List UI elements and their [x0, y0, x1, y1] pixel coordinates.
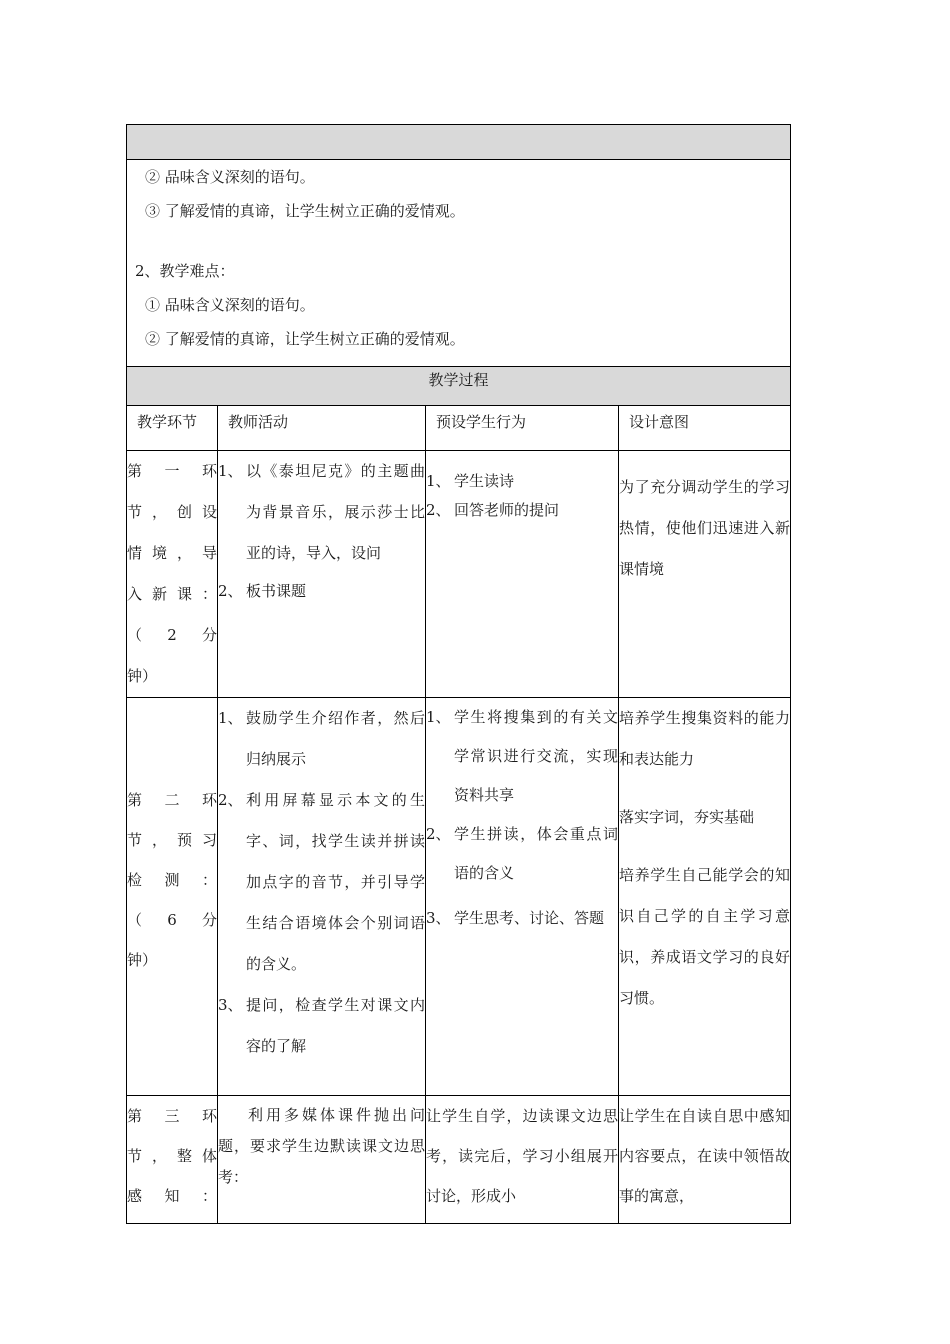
student-text: 让学生自学，边读课文边思考，读完后，学习小组展开讨论，形成小	[426, 1107, 618, 1205]
stage-cell	[127, 698, 218, 1096]
student-item: 3、 学生思考、讨论、答题	[426, 909, 605, 927]
lesson-plan-table	[126, 124, 791, 1224]
column-header-row	[127, 406, 791, 451]
stage-row-3	[127, 1096, 791, 1224]
stage-line: 入新课：	[127, 585, 217, 603]
process-title: 教学过程	[127, 367, 791, 406]
stage-line: 第三环	[127, 1107, 217, 1125]
stage-line: （6分	[127, 911, 217, 929]
teacher-item: 1、 鼓励学生介绍作者，然后归纳展示	[218, 709, 425, 768]
stage-line: 第二环	[127, 791, 217, 809]
teacher-item: 1、 以《泰坦尼克》的主题曲为背景音乐，展示莎士比亚的诗，导入，设问	[218, 462, 425, 562]
teacher-item: 2、 利用屏幕显示本文的生字、词，找学生读并拼读加点字的音节，并引导学生结合语境体会个别词语的含义。	[218, 791, 425, 973]
stage-line: 情境，导	[127, 544, 217, 562]
difficulty-line: ① 品味含义深刻的语句。	[145, 296, 315, 314]
stage-line: 节，整体	[127, 1147, 217, 1165]
stage-line: 节，预习	[127, 831, 217, 849]
stage-line: 感知：	[127, 1187, 217, 1205]
intent-text: 为了充分调动学生的学习热情，使他们迅速进入新课情境	[619, 478, 790, 578]
gray-header-cell	[127, 125, 791, 160]
student-cell	[426, 698, 619, 1096]
teacher-cell	[218, 1096, 426, 1224]
objectives-cell	[127, 160, 791, 367]
stage-cell	[127, 1096, 218, 1224]
stage-line: 钟）	[127, 667, 158, 685]
stage-line: 检测：	[127, 871, 217, 889]
intent-cell	[619, 451, 791, 698]
student-item: 1、 学生读诗	[426, 472, 515, 490]
intent-cell	[619, 698, 791, 1096]
intent-cell	[619, 1096, 791, 1224]
difficulty-line: ② 了解爱情的真谛，让学生树立正确的爱情观。	[145, 330, 465, 348]
student-cell	[426, 1096, 619, 1224]
student-item: 2、 回答老师的提问	[426, 501, 560, 519]
header-student: 预设学生行为	[426, 406, 619, 451]
intent-text: 落实字词，夯实基础	[619, 808, 755, 826]
student-item: 2、 学生拼读，体会重点词语的含义	[426, 825, 618, 882]
teacher-cell	[218, 451, 426, 698]
stage-line: 节，创设	[127, 503, 217, 521]
header-stage: 教学环节	[127, 406, 218, 451]
objectives-row	[127, 160, 791, 367]
stage-line: 钟）	[127, 951, 158, 969]
intent-text: 培养学生自己能学会的知识自己学的自主学习意识，养成语文学习的良好习惯。	[619, 866, 790, 1007]
student-item: 1、 学生将搜集到的有关文学常识进行交流，实现资料共享	[426, 708, 618, 804]
stage-line: （2分	[127, 626, 217, 644]
objective-line: ③ 了解爱情的真谛，让学生树立正确的爱情观。	[145, 202, 465, 220]
stage-row-1	[127, 451, 791, 698]
stage-row-2	[127, 698, 791, 1096]
intent-text: 让学生在自读自思中感知内容要点，在读中领悟故事的寓意，	[619, 1107, 790, 1205]
intent-text: 培养学生搜集资料的能力和表达能力	[619, 709, 790, 768]
teacher-item: 3、 提问，检查学生对课文内容的了解	[218, 996, 425, 1055]
teacher-text: 利用多媒体课件抛出问题，要求学生边默读课文边思考：	[218, 1106, 425, 1186]
objective-line: ② 品味含义深刻的语句。	[145, 168, 315, 186]
student-cell	[426, 451, 619, 698]
header-teacher: 教师活动	[218, 406, 426, 451]
process-title-row	[127, 367, 791, 406]
teacher-item: 2、 板书课题	[218, 582, 307, 600]
stage-line: 第一环	[127, 462, 217, 480]
header-intent: 设计意图	[619, 406, 791, 451]
difficulty-heading: 2、教学难点：	[135, 262, 235, 280]
top-gray-row	[127, 125, 791, 160]
teacher-cell	[218, 698, 426, 1096]
stage-cell	[127, 451, 218, 698]
